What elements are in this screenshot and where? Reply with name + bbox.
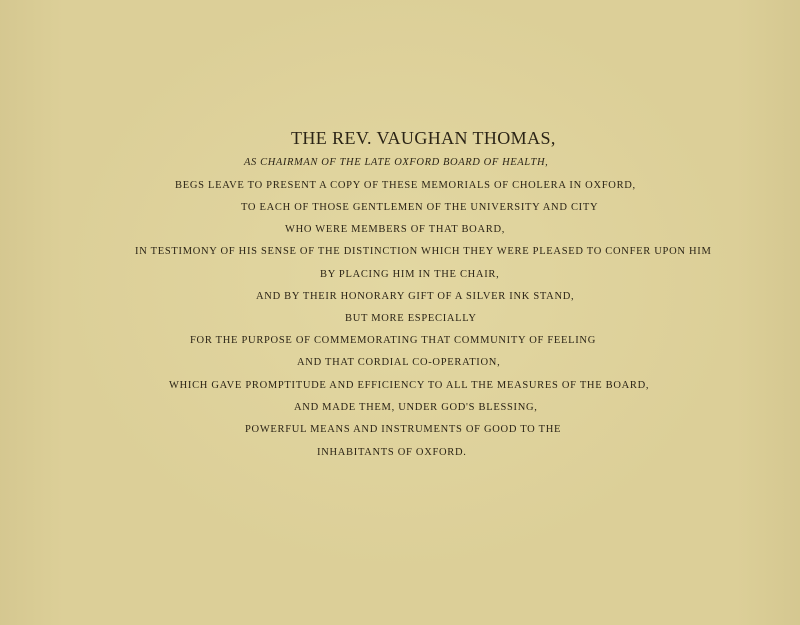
dedication-line: TO EACH OF THOSE GENTLEMEN OF THE UNIVERSITY AND CITY (241, 202, 599, 213)
dedication-line: INHABITANTS OF OXFORD. (317, 447, 467, 458)
dedication-title: THE REV. VAUGHAN THOMAS, (291, 128, 556, 148)
dedication-line: WHICH GAVE PROMPTITUDE AND EFFICIENCY TO ALL THE MEASURES OF THE BOARD, (169, 380, 650, 391)
dedication-line: BUT MORE ESPECIALLY (345, 313, 477, 324)
dedication-line: AND BY THEIR HONORARY GIFT OF A SILVER INK STAND, (256, 291, 575, 302)
dedication-line: AND MADE THEM, UNDER GOD'S BLESSING, (294, 402, 538, 413)
dedication-line: IN TESTIMONY OF HIS SENSE OF THE DISTINCTION WHICH THEY WERE PLEASED TO CONFER UPON HIM (135, 246, 712, 257)
dedication-line: WHO WERE MEMBERS OF THAT BOARD, (285, 224, 506, 235)
dedication-subtitle: AS CHAIRMAN OF THE LATE OXFORD BOARD OF HEALTH, (244, 157, 549, 168)
dedication-line: AND THAT CORDIAL CO-OPERATION, (297, 357, 501, 368)
dedication-line: POWERFUL MEANS AND INSTRUMENTS OF GOOD TO THE (245, 424, 562, 435)
dedication-line: BEGS LEAVE TO PRESENT A COPY OF THESE MEMORIALS OF CHOLERA IN OXFORD, (175, 180, 636, 191)
dedication-line: FOR THE PURPOSE OF COMMEMORATING THAT COMMUNITY OF FEELING (190, 335, 597, 346)
dedication-line: BY PLACING HIM IN THE CHAIR, (320, 269, 500, 280)
